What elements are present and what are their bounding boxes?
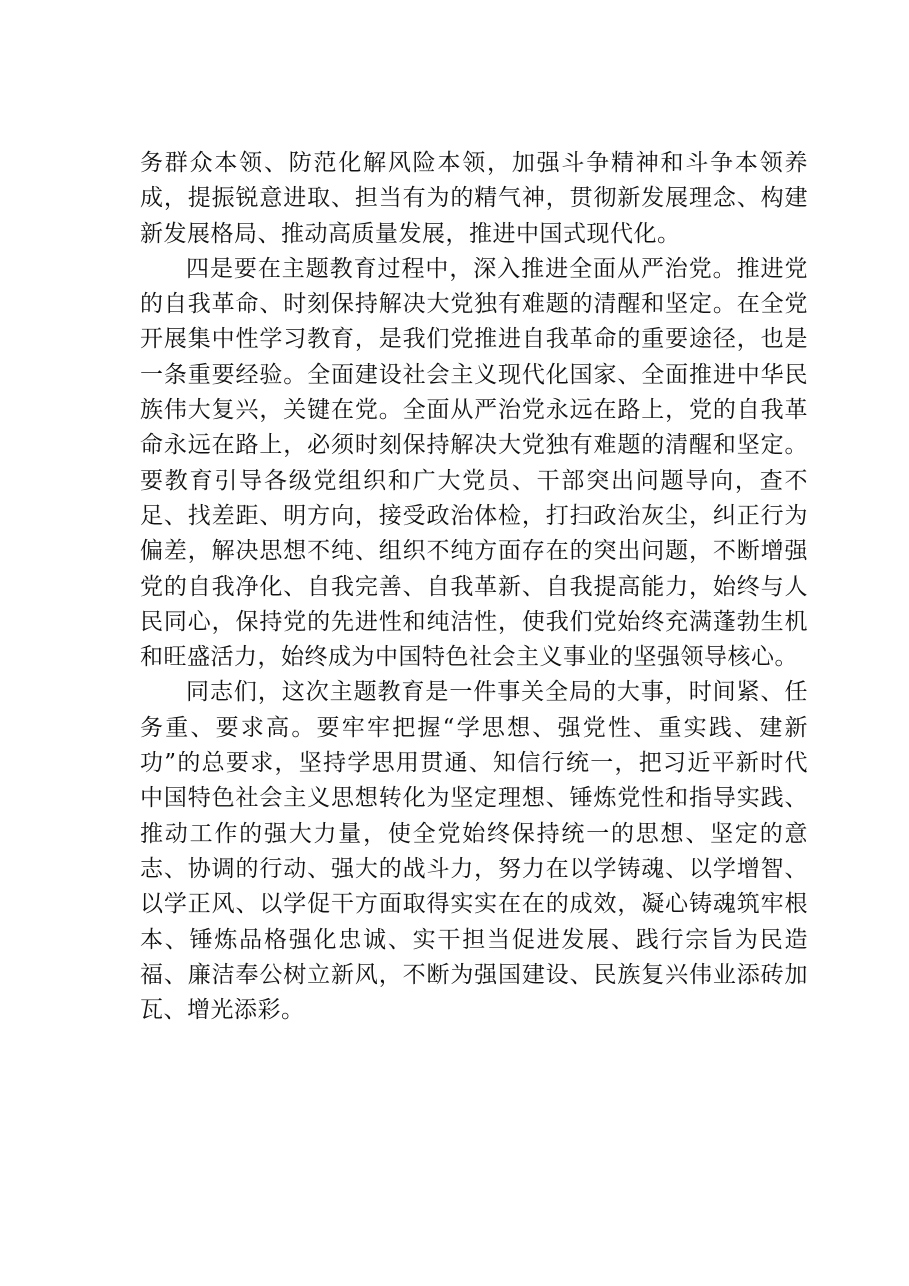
- document-body: [140, 146, 808, 1028]
- paragraph-continuation: 务群众本领、防范化解风险本领，加强斗争精神和斗争本领养成，提振锐意进取、担当有为的精气神，贯彻新发展理念、构建新发展格局、推动高质量发展，推进中国式现代化。: [140, 150, 808, 247]
- paragraph-closing: 同志们，这次主题教育是一件事关全局的大事，时间紧、任务重、要求高。要牢牢把握“学思想、强党性、重实践、建新功”的总要求，坚持学思用贯通、知信行统一，把习近平新时代中国特色社会主义思想转化为坚定理想、锤炼党性和指导实践、推动工作的强大力量，使全党始终保持统一的思想、坚定的意志、协调的行动、强大的战斗力，努力在以学铸魂、以学增智、以学正风、以学促干方面取得实实在在的成效，凝心铸魂筑牢根本、锤炼品格强化忠诚、实干担当促进发展、践行宗旨为民造福、廉洁奉公树立新风，不断为强国建设、民族复兴伟业添砖加瓦、增光添彩。: [140, 679, 808, 1024]
- paragraph-point-four: 四是要在主题教育过程中，深入推进全面从严治党。推进党的自我革命、时刻保持解决大党独有难题的清醒和坚定。在全党开展集中性学习教育，是我们党推进自我革命的重要途径，也是一条重要经验。全面建设社会主义现代化国家、全面推进中华民族伟大复兴，关键在党。全面从严治党永远在路上，党的自我革命永远在路上，必须时刻保持解决大党独有难题的清醒和坚定。要教育引导各级党组织和广大党员、干部突出问题导向，查不足、找差距、明方向，接受政治体检，打扫政治灰尘，纠正行为偏差，解决思想不纯、组织不纯方面存在的突出问题，不断增强党的自我净化、自我完善、自我革新、自我提高能力，始终与人民同心，保持党的先进性和纯洁性，使我们党始终充满蓬勃生机和旺盛活力，始终成为中国特色社会主义事业的坚强领导核心。: [140, 255, 808, 671]
